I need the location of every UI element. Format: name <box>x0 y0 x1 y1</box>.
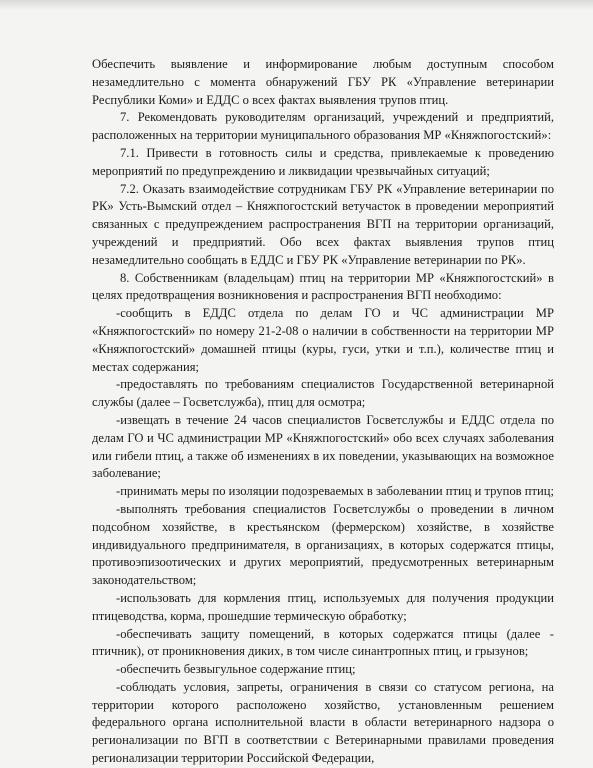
paragraph-7-2: 7.2. Оказать взаимодействие сотрудникам ГБУ РК «Управление ветеринарии по РК» Усть-Вымский отдел – Княжпогостский ветучасток в проведении мероприятий связанных с предупреждением распространения ВГП на территории организаций, учреждений и предприятий. Обо всех фактах выявления трупов птиц незамедлительно сообщать в ЕДДС и ГБУ РК «Управление ветеринарии по РК». <box>92 181 554 267</box>
paragraph-7-1: 7.1. Привести в готовность силы и средства, привлекаемые к проведению мероприятий по предупреждению и ликвидации чрезвычайных ситуаций; <box>92 145 554 178</box>
list-item-isolation: -принимать меры по изоляции подозреваемых в заболевании птиц и трупов птиц; <box>116 484 554 499</box>
list-item-indoor-keeping: -обеспечить безвыгульное содержание птиц; <box>116 662 356 677</box>
list-item-report-edds: -сообщить в ЕДДС отдела по делам ГО и ЧС администрации МР «Княжпогостский» по номеру 21-2-08 о наличии в собственности на территории МР «Княжпогостский» домашней птицы (куры, гуси, утки и т.п.), количестве птиц и местах содержания; <box>92 306 554 374</box>
paragraph-intro: Обеспечить выявление и информирование любым доступным способом незамедлительно с момента обнаружений ГБУ РК «Управление ветеринарии Республики Коми» и ЕДДС о всех фактах выявления трупов птиц. <box>92 57 554 107</box>
paragraph-7: 7. Рекомендовать руководителям организаций, учреждений и предприятий, расположенных на территории муниципального образования МР «Княжпогостский»: <box>92 110 554 143</box>
list-item-provide-birds: -предоставлять по требованиям специалистов Государственной ветеринарной службы (далее – Госветслужба), птиц для осмотра; <box>92 377 554 410</box>
paragraph-8: 8. Собственникам (владельцам) птиц на территории МР «Княжпогостский» в целях предотвращения возникновения и распространения ВГП необходимо: <box>92 270 554 303</box>
list-item-protection: -обеспечивать защиту помещений, в которых содержатся птицы (далее - птичник), от проникновения диких, в том числе синантропных птиц, и грызунов; <box>92 626 554 659</box>
scan-top-edge <box>0 0 593 10</box>
list-item-requirements: -выполнять требования специалистов Госветслужбы о проведении в личном подсобном хозяйстве, в крестьянском (фермерском) хозяйстве, в хозяйстве индивидуального предпринимателя, в организациях, в которых содержатся птицы, противоэпизоотических и других мероприятий, предусмотренных ветеринарным законодательством; <box>92 501 554 588</box>
document-page <box>92 56 554 768</box>
list-item-feed: -использовать для кормления птиц, используемых для получения продукции птицеводства, корма, прошедшие термическую обработку; <box>92 590 554 623</box>
list-item-regionalization: -соблюдать условия, запреты, ограничения в связи со статусом региона, на территории которого расположено хозяйство, установленным решением федерального органа исполнительной власти в области ветеринарного надзора о регионализации по ВГП в соответствии с Ветеринарными правилами проведения регионализации территории Российской Федерации, <box>92 679 554 766</box>
list-item-notify-24h: -извещать в течение 24 часов специалистов Госветслужбы и ЕДДС отдела по делам ГО и ЧС администрации МР «Княжпогостский» обо всех случаях заболевания или гибели птиц, а также об изменениях в их поведении, указывающих на возможное заболевание; <box>92 412 554 481</box>
